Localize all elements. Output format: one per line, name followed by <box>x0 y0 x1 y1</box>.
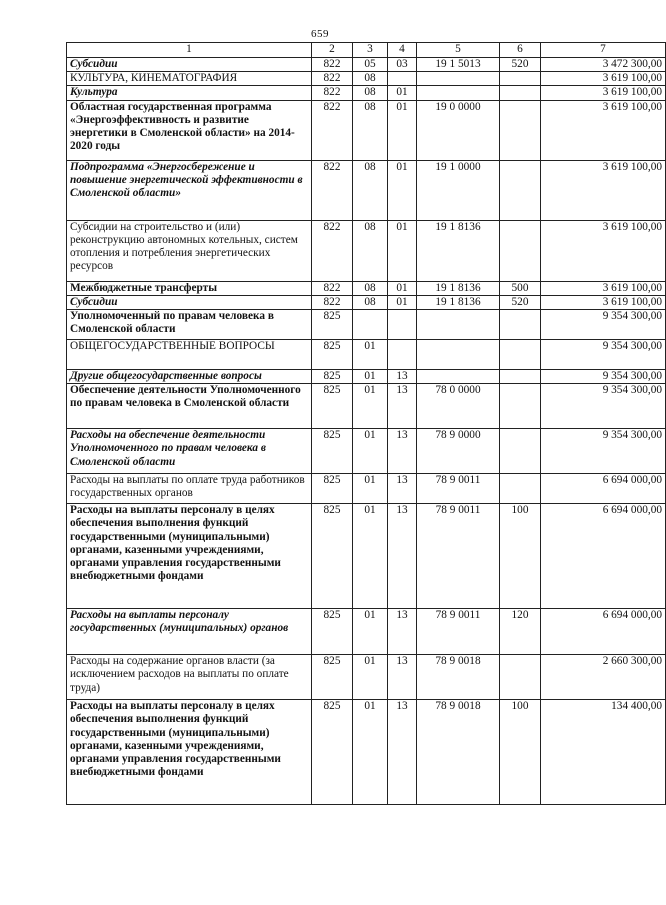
row-amount-cell: 3 472 300,00 <box>541 58 666 72</box>
row-section-cell: 08 <box>353 281 388 295</box>
row-target-article-cell <box>417 370 500 384</box>
row-name-cell: ОБЩЕГОСУДАРСТВЕННЫЕ ВОПРОСЫ <box>67 340 312 370</box>
table-row <box>67 655 666 700</box>
row-expense-type-cell <box>500 310 541 340</box>
table-header <box>67 43 666 58</box>
row-expense-type-cell <box>500 429 541 474</box>
row-expense-type-cell: 100 <box>500 700 541 805</box>
row-expense-type-cell <box>500 384 541 429</box>
table-row <box>67 384 666 429</box>
row-name-cell: Уполномоченный по правам человека в Смоленской области <box>67 310 312 340</box>
row-expense-type-cell <box>500 160 541 220</box>
row-amount-cell: 3 619 100,00 <box>541 72 666 86</box>
row-expense-type-cell <box>500 86 541 100</box>
row-target-article-cell: 78 9 0018 <box>417 700 500 805</box>
row-expense-type-cell <box>500 655 541 700</box>
table-body <box>67 58 666 805</box>
row-amount-cell: 9 354 300,00 <box>541 370 666 384</box>
row-expense-type-cell <box>500 220 541 281</box>
row-amount-cell: 3 619 100,00 <box>541 295 666 309</box>
row-expense-type-cell <box>500 474 541 504</box>
row-target-article-cell <box>417 72 500 86</box>
row-code-cell: 822 <box>312 160 353 220</box>
row-subsection-cell <box>388 72 417 86</box>
table-row <box>67 429 666 474</box>
row-code-cell: 825 <box>312 474 353 504</box>
row-code-cell: 825 <box>312 504 353 609</box>
row-name-cell: Другие общегосударственные вопросы <box>67 370 312 384</box>
table-row <box>67 86 666 100</box>
budget-table <box>66 42 666 805</box>
row-code-cell: 825 <box>312 655 353 700</box>
row-subsection-cell: 01 <box>388 281 417 295</box>
row-target-article-cell: 19 1 0000 <box>417 160 500 220</box>
row-subsection-cell: 01 <box>388 86 417 100</box>
row-amount-cell: 6 694 000,00 <box>541 504 666 609</box>
row-name-cell: Расходы на выплаты персоналу в целях обеспечения выполнения функций государственными (муниципальными) органами, казенными учреждениями, органами управления государственными внебюджетными фондами <box>67 700 312 805</box>
table-row <box>67 474 666 504</box>
table-row <box>67 160 666 220</box>
row-code-cell: 825 <box>312 609 353 655</box>
header-col-7: 7 <box>541 43 666 58</box>
row-subsection-cell: 01 <box>388 295 417 309</box>
row-section-cell <box>353 310 388 340</box>
row-section-cell: 01 <box>353 340 388 370</box>
row-name-cell: Расходы на выплаты персоналу государственных (муниципальных) органов <box>67 609 312 655</box>
row-target-article-cell: 19 1 8136 <box>417 281 500 295</box>
header-row <box>67 43 666 58</box>
row-code-cell: 822 <box>312 86 353 100</box>
row-section-cell: 08 <box>353 100 388 160</box>
row-target-article-cell <box>417 86 500 100</box>
row-target-article-cell <box>417 310 500 340</box>
row-section-cell: 08 <box>353 295 388 309</box>
header-col-2: 2 <box>312 43 353 58</box>
row-section-cell: 01 <box>353 504 388 609</box>
table-row <box>67 72 666 86</box>
row-expense-type-cell <box>500 370 541 384</box>
row-section-cell: 01 <box>353 474 388 504</box>
row-target-article-cell: 19 0 0000 <box>417 100 500 160</box>
header-col-4: 4 <box>388 43 417 58</box>
row-subsection-cell: 13 <box>388 429 417 474</box>
table-row <box>67 370 666 384</box>
row-name-cell: Обеспечение деятельности Уполномоченного по правам человека в Смоленской области <box>67 384 312 429</box>
row-target-article-cell: 78 9 0018 <box>417 655 500 700</box>
row-name-cell: Расходы на обеспечение деятельности Уполномоченного по правам человека в Смоленской области <box>67 429 312 474</box>
row-amount-cell: 3 619 100,00 <box>541 100 666 160</box>
row-name-cell: Субсидии на строительство и (или) реконструкцию автономных котельных, систем отопления и потребления энергетических ресурсов <box>67 220 312 281</box>
table-row <box>67 340 666 370</box>
header-col-3: 3 <box>353 43 388 58</box>
table-row <box>67 504 666 609</box>
row-expense-type-cell: 520 <box>500 58 541 72</box>
row-subsection-cell: 13 <box>388 504 417 609</box>
header-col-1: 1 <box>67 43 312 58</box>
row-target-article-cell: 78 9 0011 <box>417 609 500 655</box>
row-section-cell: 08 <box>353 160 388 220</box>
row-subsection-cell: 13 <box>388 384 417 429</box>
row-target-article-cell <box>417 340 500 370</box>
row-amount-cell: 9 354 300,00 <box>541 429 666 474</box>
row-name-cell: КУЛЬТУРА, КИНЕМАТОГРАФИЯ <box>67 72 312 86</box>
table-row <box>67 310 666 340</box>
row-code-cell: 822 <box>312 100 353 160</box>
row-section-cell: 08 <box>353 86 388 100</box>
row-expense-type-cell <box>500 340 541 370</box>
row-subsection-cell: 03 <box>388 58 417 72</box>
row-subsection-cell: 13 <box>388 370 417 384</box>
table-row <box>67 609 666 655</box>
table-row <box>67 58 666 72</box>
row-expense-type-cell: 500 <box>500 281 541 295</box>
row-code-cell: 825 <box>312 384 353 429</box>
row-name-cell: Расходы на выплаты по оплате труда работников государственных органов <box>67 474 312 504</box>
row-amount-cell: 2 660 300,00 <box>541 655 666 700</box>
row-subsection-cell: 13 <box>388 700 417 805</box>
row-target-article-cell: 78 9 0011 <box>417 474 500 504</box>
row-name-cell: Расходы на содержание органов власти (за исключением расходов на выплаты по оплате труда) <box>67 655 312 700</box>
row-subsection-cell: 13 <box>388 474 417 504</box>
row-expense-type-cell: 100 <box>500 504 541 609</box>
row-target-article-cell: 78 9 0011 <box>417 504 500 609</box>
row-expense-type-cell <box>500 72 541 86</box>
row-code-cell: 822 <box>312 220 353 281</box>
row-section-cell: 05 <box>353 58 388 72</box>
page-number: 659 <box>311 28 329 40</box>
table-row <box>67 281 666 295</box>
header-col-5: 5 <box>417 43 500 58</box>
row-target-article-cell: 19 1 8136 <box>417 295 500 309</box>
row-amount-cell: 3 619 100,00 <box>541 86 666 100</box>
row-name-cell: Подпрограмма «Энергосбережение и повышение энергетической эффективности в Смоленской области» <box>67 160 312 220</box>
row-name-cell: Субсидии <box>67 58 312 72</box>
table-row <box>67 700 666 805</box>
row-section-cell: 01 <box>353 370 388 384</box>
row-amount-cell: 9 354 300,00 <box>541 340 666 370</box>
row-code-cell: 822 <box>312 281 353 295</box>
row-amount-cell: 3 619 100,00 <box>541 160 666 220</box>
row-code-cell: 825 <box>312 310 353 340</box>
row-subsection-cell: 13 <box>388 655 417 700</box>
row-name-cell: Субсидии <box>67 295 312 309</box>
row-name-cell: Расходы на выплаты персоналу в целях обеспечения выполнения функций государственными (муниципальными) органами, казенными учреждениями, органами управления государственными внебюджетными фондами <box>67 504 312 609</box>
row-amount-cell: 3 619 100,00 <box>541 281 666 295</box>
row-section-cell: 01 <box>353 609 388 655</box>
row-section-cell: 01 <box>353 700 388 805</box>
row-code-cell: 822 <box>312 295 353 309</box>
row-code-cell: 825 <box>312 429 353 474</box>
row-subsection-cell: 01 <box>388 220 417 281</box>
row-code-cell: 825 <box>312 700 353 805</box>
table-row <box>67 295 666 309</box>
row-subsection-cell <box>388 340 417 370</box>
row-expense-type-cell <box>500 100 541 160</box>
row-target-article-cell: 19 1 5013 <box>417 58 500 72</box>
row-section-cell: 01 <box>353 655 388 700</box>
row-subsection-cell: 13 <box>388 609 417 655</box>
row-code-cell: 825 <box>312 340 353 370</box>
row-name-cell: Областная государственная программа «Энергоэффективность и развитие энергетики в Смоленской области» на 2014-2020 годы <box>67 100 312 160</box>
row-amount-cell: 6 694 000,00 <box>541 609 666 655</box>
row-subsection-cell: 01 <box>388 100 417 160</box>
row-name-cell: Культура <box>67 86 312 100</box>
row-code-cell: 822 <box>312 72 353 86</box>
table-row <box>67 220 666 281</box>
row-code-cell: 825 <box>312 370 353 384</box>
header-col-6: 6 <box>500 43 541 58</box>
row-section-cell: 08 <box>353 72 388 86</box>
row-subsection-cell <box>388 310 417 340</box>
row-amount-cell: 9 354 300,00 <box>541 384 666 429</box>
row-expense-type-cell: 120 <box>500 609 541 655</box>
table-row <box>67 100 666 160</box>
row-target-article-cell: 78 9 0000 <box>417 429 500 474</box>
row-target-article-cell: 78 0 0000 <box>417 384 500 429</box>
row-amount-cell: 6 694 000,00 <box>541 474 666 504</box>
row-section-cell: 01 <box>353 429 388 474</box>
row-name-cell: Межбюджетные трансферты <box>67 281 312 295</box>
row-expense-type-cell: 520 <box>500 295 541 309</box>
row-subsection-cell: 01 <box>388 160 417 220</box>
row-section-cell: 01 <box>353 384 388 429</box>
row-code-cell: 822 <box>312 58 353 72</box>
row-section-cell: 08 <box>353 220 388 281</box>
row-amount-cell: 134 400,00 <box>541 700 666 805</box>
row-amount-cell: 3 619 100,00 <box>541 220 666 281</box>
row-amount-cell: 9 354 300,00 <box>541 310 666 340</box>
row-target-article-cell: 19 1 8136 <box>417 220 500 281</box>
